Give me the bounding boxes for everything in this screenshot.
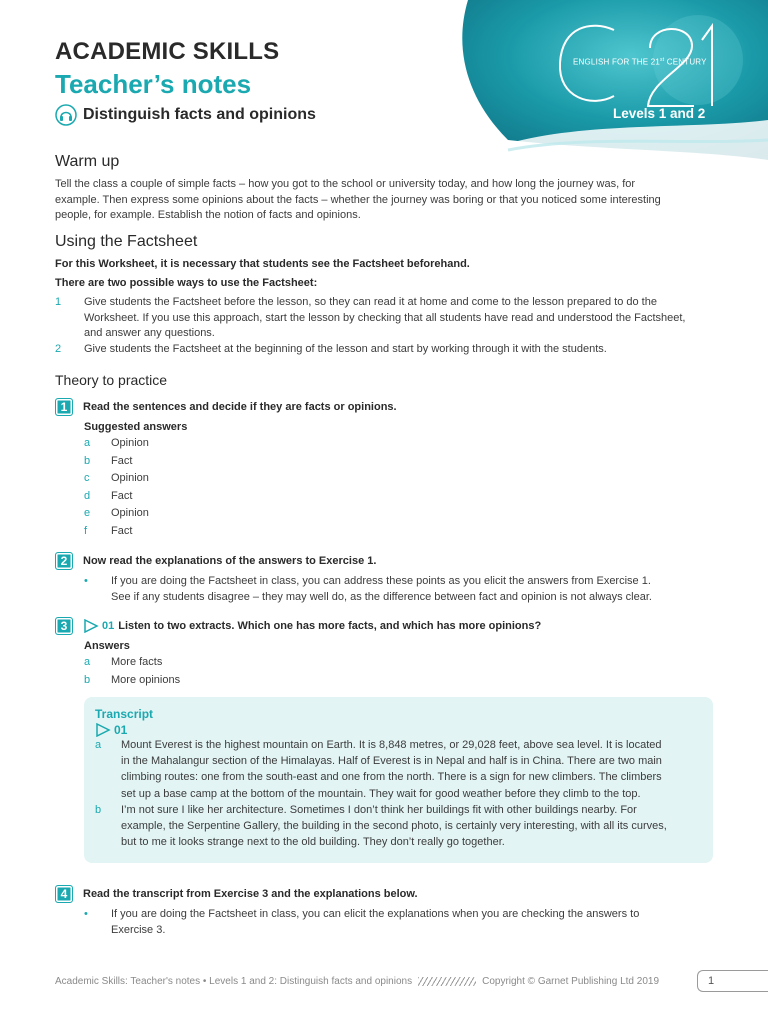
transcript-line: set up a base camp at the bottom of the mountain. They wait for good weather before they climb to the top. — [121, 787, 641, 800]
transcript-letter: a — [95, 739, 102, 751]
exercise-2 — [55, 552, 715, 605]
answer-row — [84, 672, 715, 690]
warm-up-line: people, for example. Establish the notion of facts and opinions. — [55, 209, 361, 221]
bullet-icon: • — [84, 575, 88, 587]
theory-heading-block — [55, 372, 715, 388]
audio-play-icon[interactable] — [83, 619, 99, 633]
topic-row — [55, 104, 316, 126]
answer-row — [84, 523, 715, 541]
item-number: 2 — [55, 342, 62, 355]
answer-letter: b — [84, 673, 91, 686]
transcript-line: climbing routes: one from the south-east and one from the north. There is a sign for new climbers. The climbers — [121, 771, 662, 784]
levels-label: Levels 1 and 2 — [613, 106, 706, 121]
answer-text: More facts — [111, 656, 163, 668]
exercise-number-badge: 3 — [55, 617, 73, 635]
answer-row — [84, 505, 715, 523]
page-number: 1 — [697, 970, 768, 992]
warm-up-heading: Warm up — [55, 153, 120, 170]
exercise-number-badge: 4 — [55, 885, 73, 903]
bullet-line: If you are doing the Factsheet in class, you can address these points as you elicit the answers from Exercise 1. — [111, 575, 651, 587]
footer-hatch-divider — [418, 977, 476, 986]
answer-row — [84, 470, 715, 488]
list-item — [55, 342, 715, 358]
footer-copyright: Copyright © Garnet Publishing Ltd 2019 — [482, 976, 660, 987]
transcript-item — [95, 737, 703, 802]
transcript-line: Mount Everest is the highest mountain on Earth. It is 8,848 metres, or 29,028 feet, above sea level. It is located — [121, 739, 662, 751]
series-title: ACADEMIC SKILLS — [55, 38, 280, 65]
answer-text: Fact — [111, 524, 133, 537]
answer-letter: b — [84, 454, 91, 467]
answer-list — [84, 435, 715, 541]
answer-text: Fact — [111, 454, 133, 467]
item-line: Worksheet. If you use this approach, start the lesson by checking that all students have read and understood the Factsheet, — [84, 311, 686, 324]
answer-text: Opinion — [111, 507, 149, 520]
exercise-3-instruction — [102, 620, 541, 632]
warm-up-line: example. Then express some opinions about the facts – whether the journey was boring or that you noticed some interesting — [55, 193, 661, 206]
exercise-3-header — [55, 617, 715, 635]
bullet-line: If you are doing the Factsheet in class, you can elicit the explanations when you are checking the answers to — [111, 908, 640, 920]
tagline-sup: st — [660, 57, 665, 63]
item-line: Give students the Factsheet before the lesson, so they can read it at home and come to the lesson prepared to do the — [84, 296, 657, 308]
answer-letter: e — [84, 507, 91, 520]
answer-row — [84, 488, 715, 506]
exercise-number-badge: 1 — [55, 398, 73, 416]
exercise-1 — [55, 398, 715, 541]
audio-track-number: 01 — [102, 620, 115, 632]
answer-letter: a — [84, 656, 91, 668]
bullet-item — [84, 574, 715, 605]
transcript-line: in the Mahalangur section of the Himalayas. Half of Everest is in Nepal and half is in China. There are two main — [121, 755, 662, 768]
answer-text: More opinions — [111, 673, 181, 686]
warm-up-line: Tell the class a couple of simple facts – how you got to the school or university today, and how long the journey was, for — [55, 178, 636, 190]
answer-row — [84, 435, 715, 453]
list-item — [55, 295, 715, 342]
transcript-title: Transcript — [95, 707, 154, 721]
exercise-4 — [55, 885, 715, 938]
topic-title: Distinguish facts and opinions — [83, 106, 316, 123]
exercise-3 — [55, 617, 715, 689]
theory-heading: Theory to practice — [55, 372, 168, 388]
answer-text: Fact — [111, 489, 133, 502]
item-line: and answer any questions. — [84, 327, 215, 339]
item-number: 1 — [55, 296, 62, 308]
transcript-line: example, the Serpentine Gallery, the building in the second photo, is certainly very interesting, with all its curves, — [121, 820, 667, 833]
transcript-line: but to me it looks strange next to the old building. They don’t really go together. — [121, 836, 505, 849]
answer-letter: c — [84, 472, 90, 485]
warm-up-section — [55, 153, 715, 224]
transcript-line: I’m not sure I like her architecture. Sometimes I don’t think her buildings fit with other buildings nearby. For — [121, 803, 637, 816]
footer-title: Academic Skills: Teacher's notes • Levels 1 and 2: Distinguish facts and opinions — [55, 976, 413, 987]
exercise-2-header — [55, 552, 715, 570]
answer-text: Opinion — [111, 437, 149, 449]
answer-row — [84, 654, 715, 672]
factsheet-heading: Using the Factsheet — [55, 233, 198, 250]
answer-letter: d — [84, 489, 91, 502]
exercise-2-instruction: Now read the explanations of the answers to Exercise 1. — [83, 555, 377, 567]
factsheet-note: For this Worksheet, it is necessary that students see the Factsheet beforehand. — [55, 258, 470, 270]
bullet-line: Exercise 3. — [111, 923, 166, 936]
answer-letter: f — [84, 524, 88, 537]
exercise-number-badge: 2 — [55, 552, 73, 570]
transcript-item — [95, 802, 703, 851]
page-footer — [55, 976, 715, 987]
exercise-4-header — [55, 885, 715, 903]
bullet-line: See if any students disagree – they may well do, as the difference between fact and opinion is not always clear. — [111, 590, 652, 603]
tagline-suffix: CENTURY — [664, 57, 707, 67]
headphones-icon — [55, 104, 77, 126]
transcript-letter: b — [95, 803, 102, 816]
bullet-icon: • — [84, 908, 88, 920]
exercise-1-instruction: Read the sentences and decide if they are facts or opinions. — [83, 401, 397, 413]
tagline-prefix: ENGLISH FOR THE 21 — [573, 57, 661, 67]
warm-up-text — [55, 177, 715, 224]
doc-type-title: Teacher’s notes — [55, 69, 252, 99]
bullet-item — [84, 907, 715, 938]
answer-letter: a — [84, 437, 91, 449]
exercise-3-instruction-text: Listen to two extracts. Which one has more facts, and which has more opinions? — [118, 620, 542, 632]
transcript-track — [95, 723, 703, 737]
answer-list — [84, 654, 715, 689]
transcript-track-number: 01 — [114, 723, 128, 737]
item-line: Give students the Factsheet at the beginning of the lesson and start by working through it with the students. — [84, 342, 607, 355]
factsheet-section — [55, 233, 715, 357]
answers-label: Answers — [84, 640, 130, 652]
transcript-box — [84, 697, 713, 863]
answer-text: Opinion — [111, 472, 149, 485]
audio-play-icon[interactable] — [95, 723, 111, 737]
brand-tagline — [573, 57, 707, 67]
answer-row — [84, 453, 715, 471]
exercise-1-header — [55, 398, 715, 416]
factsheet-ways: There are two possible ways to use the Factsheet: — [55, 277, 318, 289]
suggested-answers-label: Suggested answers — [84, 421, 188, 433]
header — [55, 38, 316, 126]
exercise-4-instruction: Read the transcript from Exercise 3 and the explanations below. — [83, 888, 418, 900]
